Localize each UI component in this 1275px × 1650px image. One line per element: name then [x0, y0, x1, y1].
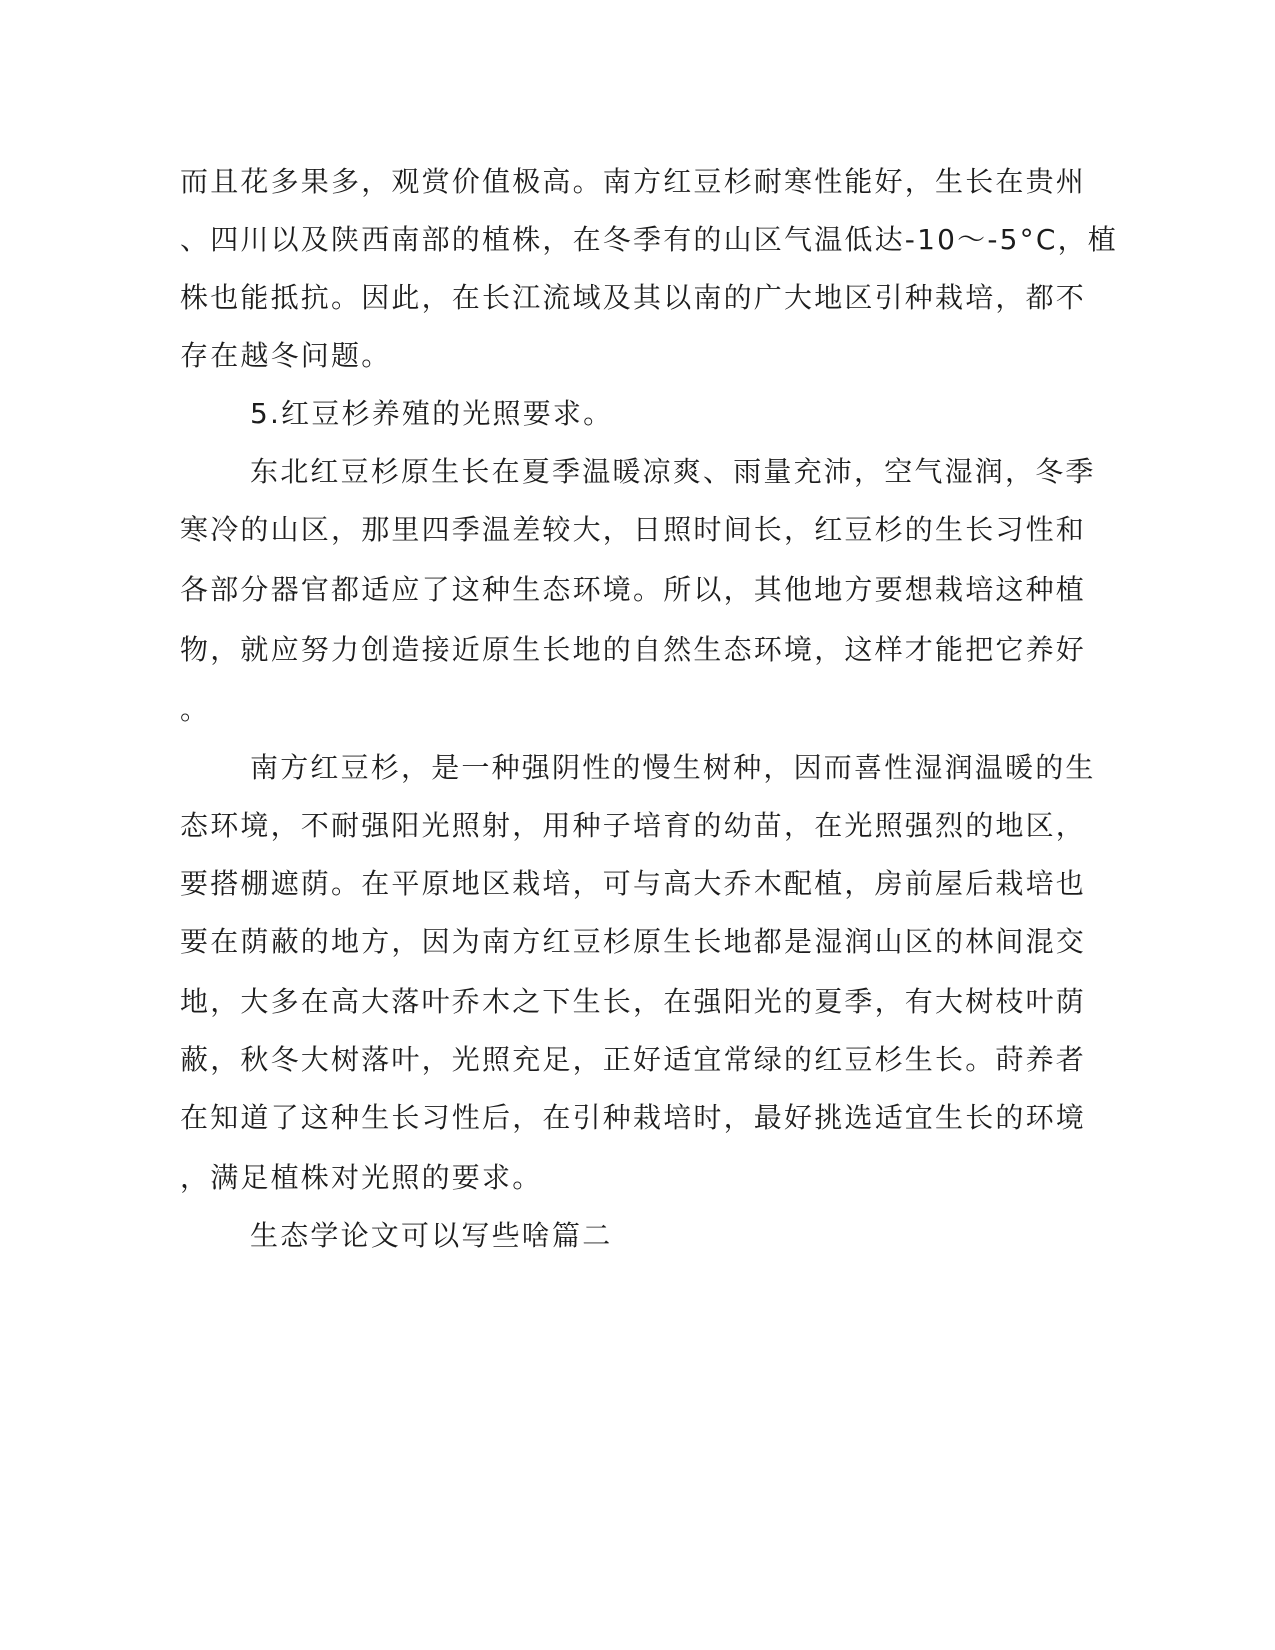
text-line: ，满足植株对光照的要求。 — [180, 1161, 543, 1194]
text-line: 要在荫蔽的地方，因为南方红豆杉原生长地都是湿润山区的林间混交 — [180, 925, 1087, 958]
text-line: 各部分器官都适应了这种生态环境。所以，其他地方要想栽培这种植 — [180, 573, 1087, 606]
text-line: 地，大多在高大落叶乔木之下生长，在强阳光的夏季，有大树枝叶荫 — [180, 985, 1087, 1018]
text-line: 株也能抵抗。因此，在长江流域及其以南的广大地区引种栽培，都不 — [180, 281, 1087, 314]
text-line: 。 — [180, 693, 211, 726]
section-heading: 生态学论文可以写些啥篇二 — [250, 1219, 613, 1252]
text-line: 南方红豆杉，是一种强阴性的慢生树种，因而喜性湿润温暖的生 — [250, 751, 1096, 784]
section-heading: 5.红豆杉养殖的光照要求。 — [250, 397, 614, 430]
text-line: 要搭棚遮荫。在平原地区栽培，可与高大乔木配植，房前屋后栽培也 — [180, 867, 1087, 900]
text-line: 存在越冬问题。 — [180, 339, 392, 372]
text-line: 蔽，秋冬大树落叶，光照充足，正好适宜常绿的红豆杉生长。莳养者 — [180, 1043, 1087, 1076]
text-line: 东北红豆杉原生长在夏季温暖凉爽、雨量充沛，空气湿润，冬季 — [250, 455, 1096, 488]
text-line: 寒冷的山区，那里四季温差较大，日照时间长，红豆杉的生长习性和 — [180, 513, 1087, 546]
text-line: 在知道了这种生长习性后，在引种栽培时，最好挑选适宜生长的环境 — [180, 1101, 1087, 1134]
text-line: 而且花多果多，观赏价值极高。南方红豆杉耐寒性能好，生长在贵州 — [180, 165, 1087, 198]
text-line: 、四川以及陕西南部的植株，在冬季有的山区气温低达-10～-5°C，植 — [180, 223, 1119, 256]
text-line: 物，就应努力创造接近原生长地的自然生态环境，这样才能把它养好 — [180, 633, 1087, 666]
text-line: 态环境，不耐强阳光照射，用种子培育的幼苗，在光照强烈的地区， — [180, 809, 1087, 842]
